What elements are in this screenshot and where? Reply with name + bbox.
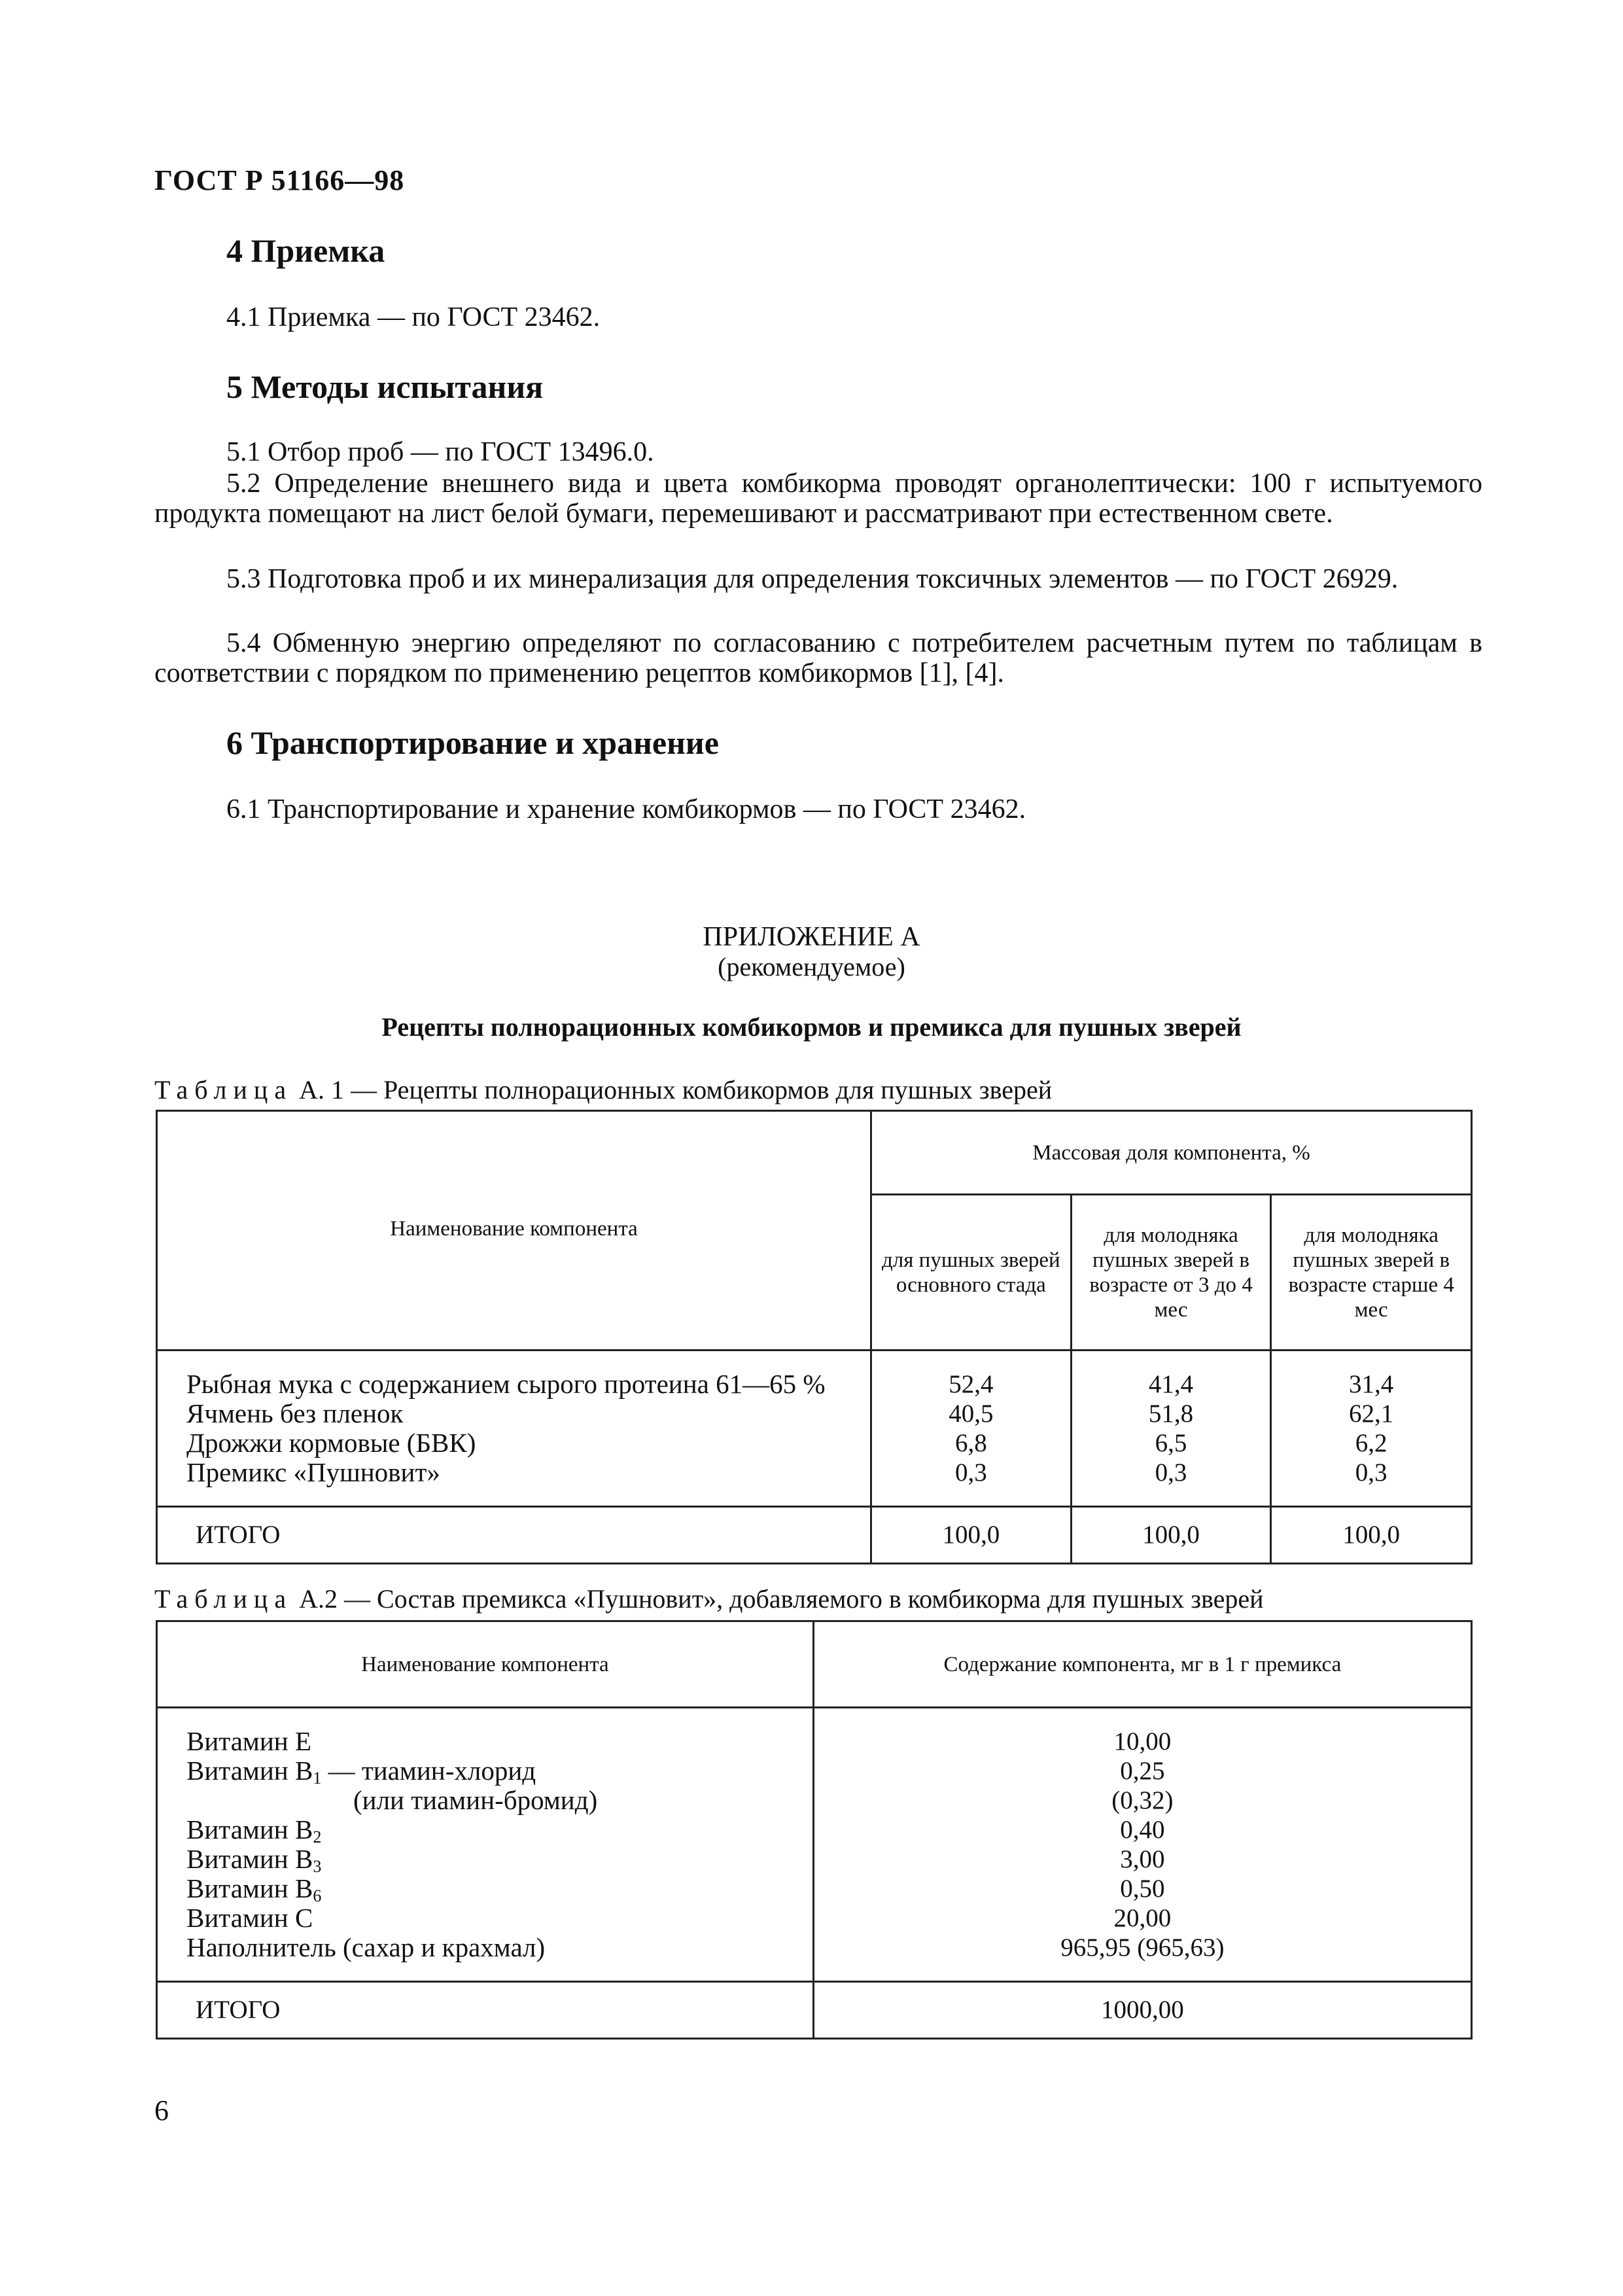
- table-cell: 3,00: [1120, 1845, 1165, 1873]
- table-cell: 0,3: [954, 1458, 987, 1487]
- table1-col3-values: [1271, 1351, 1472, 1507]
- table-row: Витамин $B_2$: [186, 1814, 322, 1846]
- section-title-transport: 6 Транспортирование и хранение: [226, 724, 719, 761]
- table1-caption-text: А. 1 — Рецепты полнорационных комбикормов для пушных зверей: [292, 1075, 1053, 1104]
- table2-header-value: Содержание компонента, мг в 1 г премикса: [813, 1621, 1471, 1708]
- table-cell: 20,00: [1113, 1904, 1172, 1932]
- table-a1: [156, 1110, 1473, 1564]
- table-row: Витамин $B_3$: [186, 1844, 322, 1876]
- table2-names: [157, 1708, 814, 1982]
- table-cell: 965,95 (965,63): [1060, 1934, 1225, 1962]
- table-cell: 0,50: [1120, 1875, 1165, 1903]
- paragraph-5-3: 5.3 Подготовка проб и их минерализация для определения токсичных элементов — по ГОСТ 26929.: [226, 564, 1399, 594]
- table2-caption: [154, 1583, 1264, 1614]
- table1-caption-word: Таблица: [154, 1075, 293, 1104]
- table2-values: [813, 1708, 1471, 1982]
- table-row: Витамин E: [186, 1726, 312, 1756]
- table1-caption: [154, 1074, 1052, 1105]
- paragraph-5-4: 5.4 Обменную энергию определяют по согласованию с потребителем расчетным путем по таблицам в соответствии с порядком по применению рецептов комбикормов [1], [4].: [154, 628, 1482, 688]
- table-cell: 41,4: [1148, 1370, 1194, 1398]
- table-row: Витамин $B_6$: [186, 1873, 322, 1905]
- table-cell: 6,2: [1355, 1429, 1387, 1457]
- table1-header-col2: для молодняка пушных зверей в возрасте от 3 до 4 мес: [1071, 1195, 1271, 1351]
- paragraph-6-1: 6.1 Транспортирование и хранение комбикормов — по ГОСТ 23462.: [226, 794, 1026, 824]
- table-cell: 62,1: [1349, 1400, 1394, 1428]
- table1-col2-values: [1071, 1351, 1271, 1507]
- table-row: Дрожжи кормовые (БВК): [186, 1428, 476, 1458]
- document-code: ГОСТ Р 51166—98: [154, 164, 405, 196]
- table-cell: 31,4: [1349, 1370, 1394, 1398]
- table-cell: 52,4: [949, 1370, 994, 1398]
- table1-header-col1: для пушных зверей основного стада: [871, 1195, 1072, 1351]
- section-title-test-methods: 5 Методы испытания: [226, 368, 544, 405]
- table-row: Витамин C: [186, 1903, 313, 1933]
- table-cell: 6,8: [954, 1429, 987, 1457]
- table-cell: 10,00: [1113, 1727, 1172, 1756]
- appendix-title: Рецепты полнорационных комбикормов и премикса для пушных зверей: [381, 1012, 1242, 1042]
- table1-total-label: ИТОГО: [157, 1507, 871, 1564]
- paragraph-5-2: 5.2 Определение внешнего вида и цвета комбикорма проводят органолептически: 100 г испытуемого продукта помещают на лист белой бумаги, перемешивают и рассматривают при естественном свете.: [154, 468, 1482, 529]
- table-cell: 0,3: [1355, 1458, 1387, 1487]
- table-cell: 0,3: [1155, 1458, 1187, 1487]
- table-row: Витамин $B_1$ — тиамин-хлорид: [186, 1756, 536, 1788]
- table1-total-col1: 100,0: [871, 1507, 1072, 1564]
- table2-total-value: 1000,00: [813, 1982, 1471, 2039]
- table1-total-col3: 100,0: [1271, 1507, 1472, 1564]
- table2-total-label: ИТОГО: [157, 1982, 814, 2039]
- paragraph-5-1: 5.1 Отбор проб — по ГОСТ 13496.0.: [226, 437, 654, 467]
- appendix-label: ПРИЛОЖЕНИЕ А: [703, 922, 920, 952]
- table-a2: [156, 1620, 1473, 2040]
- table1-header-group: Массовая доля компонента, %: [871, 1111, 1472, 1195]
- table2-caption-word: Таблица: [154, 1584, 293, 1614]
- table-cell: 6,5: [1155, 1429, 1187, 1457]
- table-row: Ячмень без пленок: [186, 1398, 404, 1428]
- page-number: 6: [154, 2094, 169, 2127]
- table-cell: 40,5: [949, 1400, 994, 1428]
- table2-caption-text: А.2 — Состав премикса «Пушновит», добавляемого в комбикорма для пушных зверей: [292, 1584, 1264, 1614]
- table1-header-col3: для молодняка пушных зверей в возрасте старше 4 мес: [1271, 1195, 1472, 1351]
- table-row: Наполнитель (сахар и крахмал): [186, 1932, 546, 1962]
- table-row: Премикс «Пушновит»: [186, 1457, 440, 1487]
- table-cell: 0,25: [1120, 1757, 1165, 1785]
- table-cell: 51,8: [1148, 1400, 1194, 1428]
- appendix-status: (рекомендуемое): [718, 952, 905, 981]
- section-title-acceptance: 4 Приемка: [226, 232, 385, 269]
- paragraph-4-1: 4.1 Приемка — по ГОСТ 23462.: [226, 302, 601, 332]
- table1-col1-values: [871, 1351, 1072, 1507]
- table1-names: [157, 1351, 871, 1507]
- table-cell: (0,32): [1111, 1786, 1174, 1814]
- table-row: (или тиамин-бромид): [353, 1785, 598, 1815]
- table-row: Рыбная мука с содержанием сырого протеина 61—65 %: [186, 1369, 826, 1399]
- table1-header-name: Наименование компонента: [157, 1111, 871, 1351]
- table-cell: 0,40: [1120, 1816, 1165, 1844]
- table2-header-name: Наименование компонента: [157, 1621, 814, 1708]
- table1-total-col2: 100,0: [1071, 1507, 1271, 1564]
